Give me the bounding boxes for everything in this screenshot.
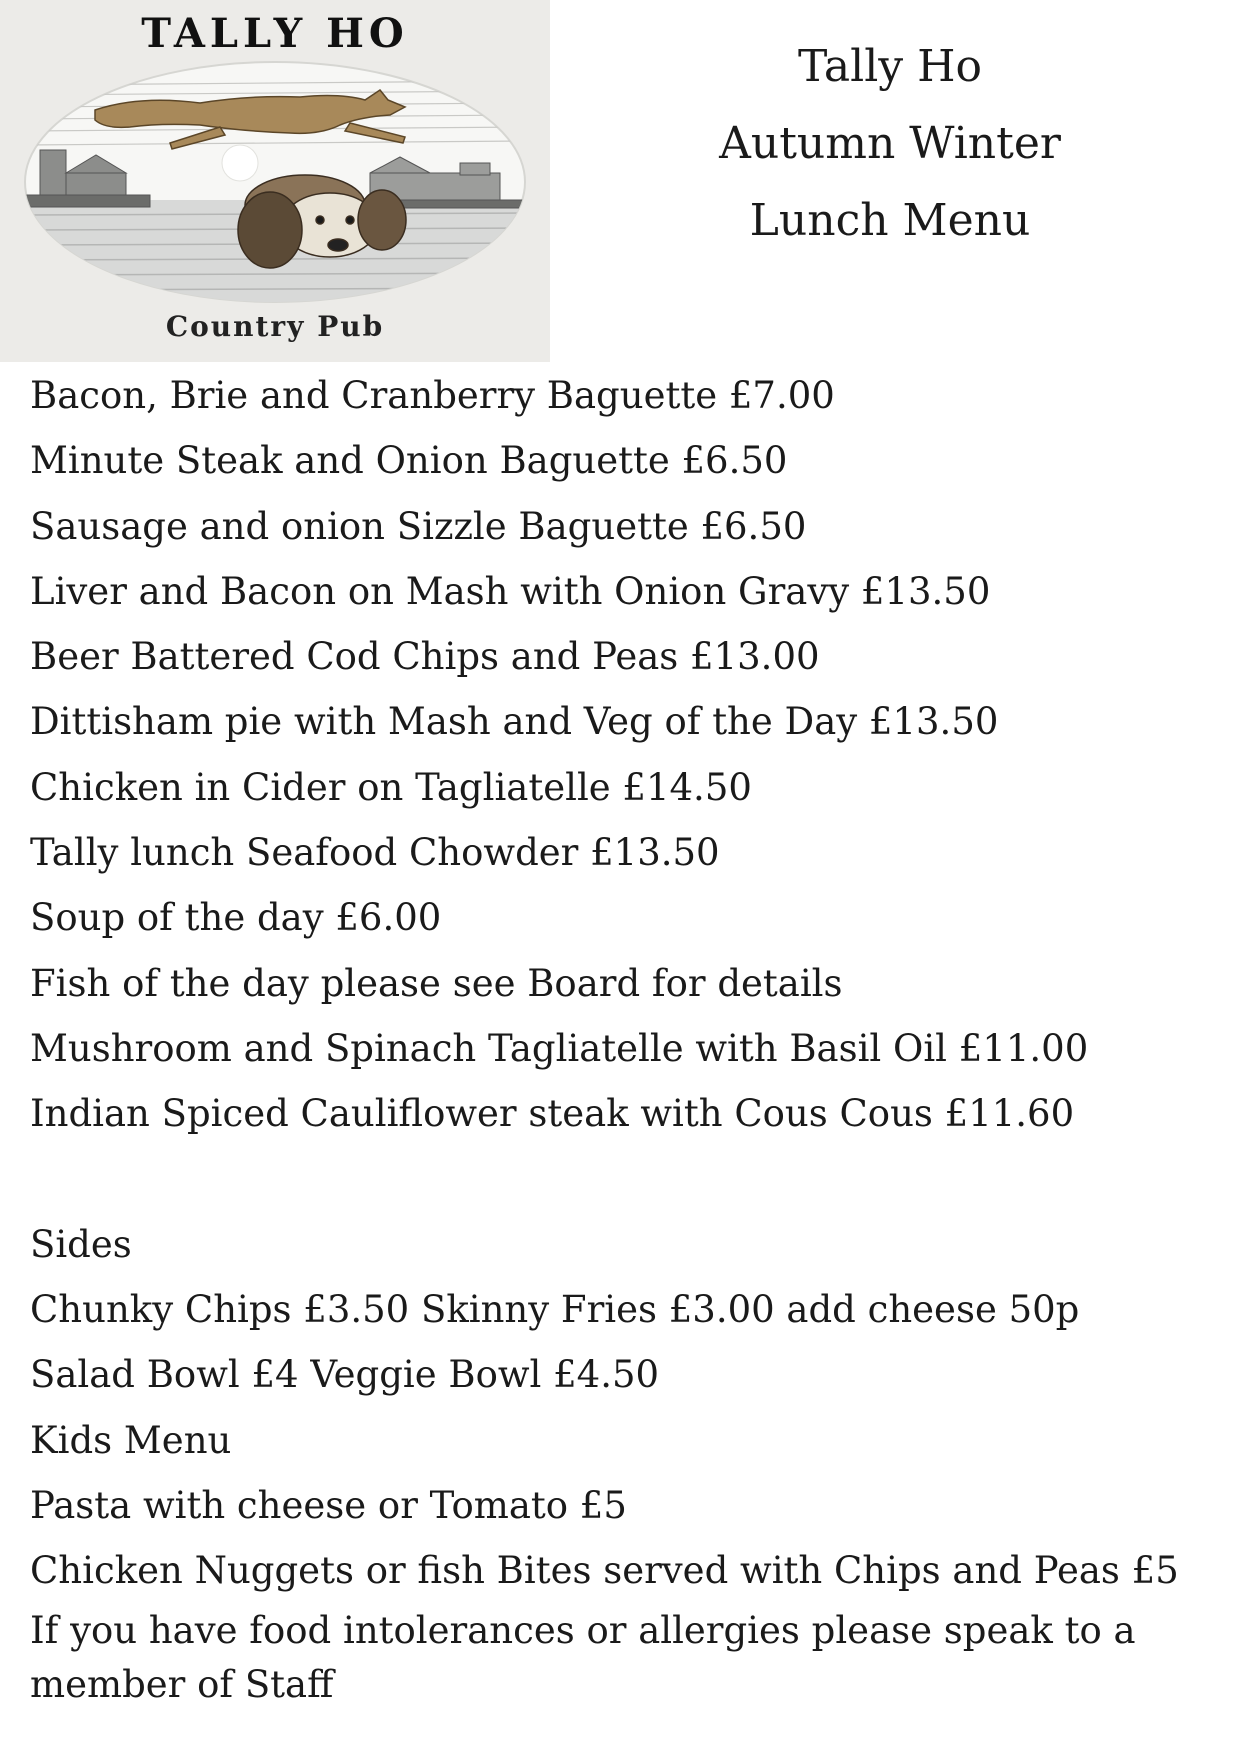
- pub-logo: [0, 0, 550, 362]
- menu-item: Liver and Bacon on Mash with Onion Gravy £13.50: [30, 569, 991, 613]
- menu-item: Indian Spiced Cauliflower steak with Cous Cous £11.60: [30, 1092, 1075, 1136]
- title-menu-type: Lunch Menu: [749, 195, 1031, 246]
- menu-item: Fish of the day please see Board for details: [30, 961, 843, 1005]
- menu-title: [640, 28, 1140, 259]
- menu-item: Sausage and onion Sizzle Baguette £6.50: [30, 504, 807, 548]
- menu-item: Soup of the day £6.00: [30, 896, 442, 940]
- menu-item: Dittisham pie with Mash and Veg of the Day £13.50: [30, 700, 999, 744]
- logo-subtitle: Country Pub: [165, 310, 385, 343]
- menu-item: Beer Battered Cod Chips and Peas £13.00: [30, 635, 820, 679]
- allergy-notice: If you have food intolerances or allergies please speak to a member of Staff: [30, 1609, 1136, 1706]
- logo-title: TALLY HO: [141, 10, 409, 57]
- sides-item: Chunky Chips £3.50 Skinny Fries £3.00 add cheese 50p: [30, 1288, 1080, 1332]
- sides-item: Salad Bowl £4 Veggie Bowl £4.50: [30, 1353, 660, 1397]
- sides-heading: Sides: [30, 1222, 132, 1266]
- menu-item: Tally lunch Seafood Chowder £13.50: [30, 831, 720, 875]
- section-spacer: [30, 1147, 1220, 1212]
- kids-item: Chicken Nuggets or fish Bites served with Chips and Peas £5: [30, 1549, 1179, 1593]
- menu-item: Minute Steak and Onion Baguette £6.50: [30, 439, 788, 483]
- menu-item: Chicken in Cider on Tagliatelle £14.50: [30, 765, 752, 809]
- menu-item: Bacon, Brie and Cranberry Baguette £7.00: [30, 374, 835, 417]
- title-pub-name: Tally Ho: [797, 41, 982, 92]
- fox-and-hound-illustration: [20, 55, 530, 310]
- menu-item: Mushroom and Spinach Tagliatelle with Basil Oil £11.00: [30, 1026, 1089, 1070]
- kids-heading: Kids Menu: [30, 1418, 232, 1462]
- menu-list: [30, 363, 1220, 1604]
- title-season: Autumn Winter: [719, 118, 1061, 169]
- kids-item: Pasta with cheese or Tomato £5: [30, 1484, 627, 1528]
